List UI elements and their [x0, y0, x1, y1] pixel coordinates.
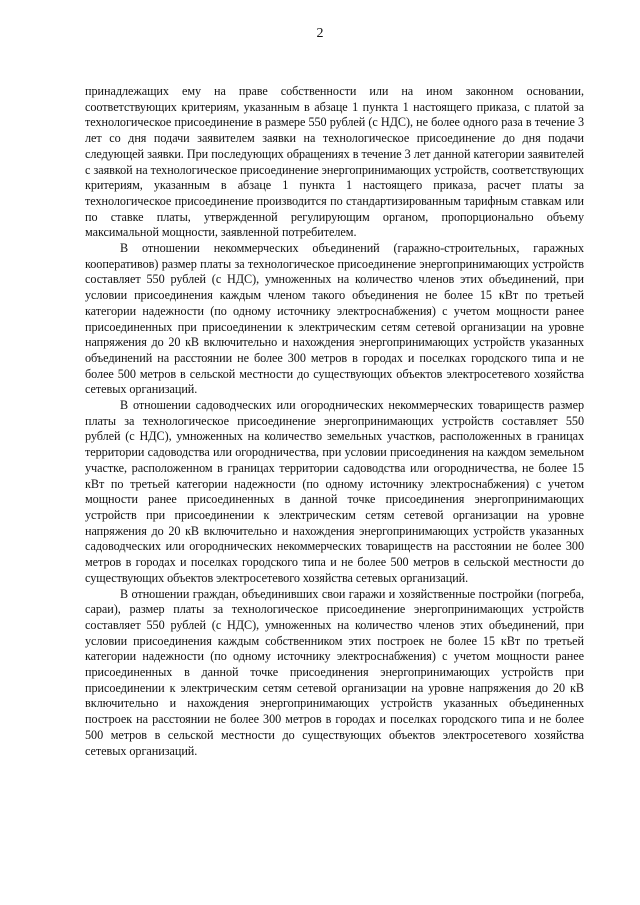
paragraph-citizen-garages: В отношении граждан, объединивших свои гаражи и хозяйственные постройки (погреба, сараи), размер платы за технологическое присоединение энергопринимающих устройств составляет 550 рублей (с НДС), умноженных на количество членов этих объединений, при условии присоединения каждым собственником этих построек не более 15 кВт по третьей категории надежности (по одному источнику электроснабжения) с учетом мощности ранее присоединенных в данной точке присоединения энергопринимающих устройств при присоединении к электрическим сетям сетевой организации на уровне напряжения до 20 кВ включительно и нахождения энергопринимающих устройств указанных объединенных построек на расстоянии не более 300 метров в городах и поселках городского типа и не более 500 метров в сельской местности до существующих объектов электросетевого хозяйства сетевых организаций. — [85, 586, 584, 758]
paragraph-garage-cooperatives: В отношении некоммерческих объединений (гаражно-строительных, гаражных кооперативов) размер платы за технологическое присоединение энергопринимающих устройств составляет 550 рублей (с НДС), умноженных на количество членов этих объединений, при условии присоединения каждым членом такого объединения не более 15 кВт по третьей категории надежности (по одному источнику электроснабжения) с учетом мощности ранее присоединенных при присоединении к электрическим сетям сетевой организации на уровне напряжения до 20 кВ включительно и нахождения энергопринимающих устройств указанных объединений на расстоянии не более 300 метров в городах и поселках городского типа и не более 500 метров в сельской местности до существующих объектов электросетевого хозяйства сетевых организаций. — [85, 241, 584, 397]
paragraph-garden-partnerships: В отношении садоводческих или огороднических некоммерческих товариществ размер платы за технологическое присоединение энергопринимающих устройств составляет 550 рублей (с НДС), умноженных на количество земельных участков, расположенных в границах территории садоводства или огородничества, при условии присоединения на каждом земельном участке, расположенном в границах территории садоводства или огородничества, не более 15 кВт по третьей категории надежности (по одному источнику электроснабжения) с учетом мощности ранее присоединенных в данной точке присоединения энергопринимающих устройств при присоединении к электрическим сетям сетевой организации на уровне напряжения до 20 кВ включительно и нахождения энергопринимающих устройств указанных садоводческих или огороднических некоммерческих товариществ на расстоянии не более 300 метров в городах и поселках городского типа и не более 500 метров в сельской местности до существующих объектов электросетевого хозяйства сетевых организаций. — [85, 398, 584, 585]
paragraph-continuation: принадлежащих ему на праве собственности или на ином законном основании, соответствующих критериям, указанным в абзаце 1 пункта 1 настоящего приказа, с платой за технологическое присоединение в размере 550 рублей (с НДС), не более одного раза в течение 3 лет со дня подачи заявителем заявки на технологическое присоединение до дня подачи следующей заявки. При последующих обращениях в течение 3 лет данной категории заявителей с заявкой на технологическое присоединение энергопринимающих устройств, соответствующих критериям, указанным в абзаце 1 пункта 1 настоящего приказа, расчет платы за технологическое присоединение производится по стандартизированным тарифным ставкам или по ставке платы, утвержденной регулирующим органом, пропорционально объему максимальной мощности, заявленной потребителем. — [85, 84, 584, 240]
page-number: 2 — [316, 26, 324, 41]
document-body — [85, 84, 584, 759]
